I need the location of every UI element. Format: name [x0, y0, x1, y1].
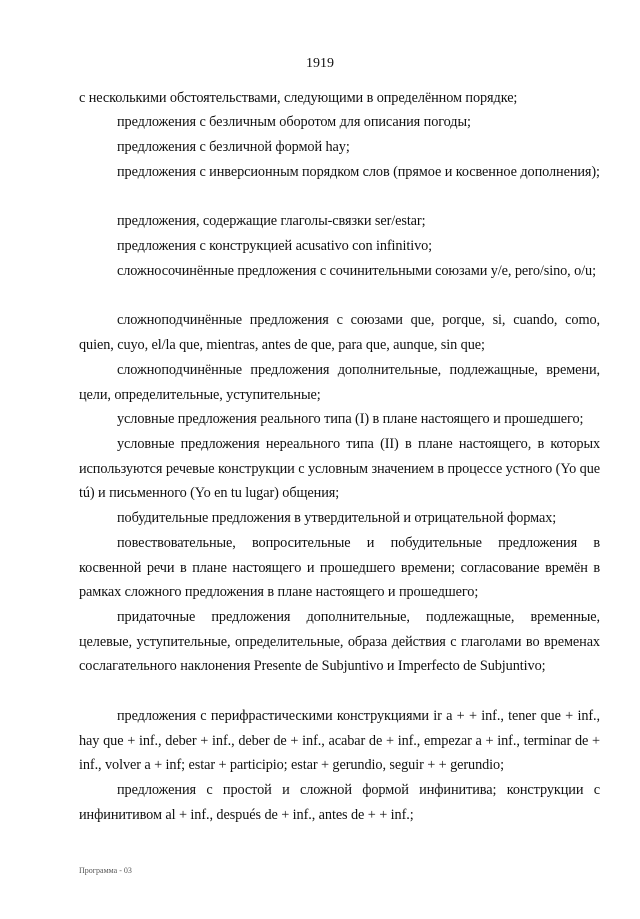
paragraph-9: сложноподчинённые предложения дополнительные, подлежащные, времени, цели, определительные, уступительные;: [79, 362, 600, 403]
paragraph-6: предложения с конструкцией acusativo con infinitivo;: [117, 238, 433, 254]
paragraph-4: предложения с инверсионным порядком слов (прямое и косвенное дополнения);: [117, 164, 600, 180]
page-number: 1919: [306, 56, 334, 71]
paragraph-11: условные предложения нереального типа (II) в плане настоящего, в которых используются речевые конструкции с условным значением в процессе устного (Yo que tú) и письменного (Yo en tu lugar) общения;: [79, 436, 600, 502]
paragraph-15: предложения с перифрастическими конструкциями ir a + + inf., tener que + inf., hay que + inf., deber + inf., deber de + inf., acabar de + inf., empezar a + inf., terminar de + inf., volver a + inf; estar + participio; estar + gerundio, seguir + + gerundio;: [79, 708, 600, 774]
paragraph-8: сложноподчинённые предложения с союзами que, porque, si, cuando, como, quien, cuyo, el/la que, mientras, antes de que, para que, aunque, sin que;: [79, 312, 600, 353]
paragraph-3: предложения с безличной формой hay;: [117, 139, 350, 155]
paragraph-13: повествовательные, вопросительные и побудительные предложения в косвенной речи в плане настоящего и прошедшего времени; согласование времён в рамках сложного предложения в плане настоящего и прошедшего;: [79, 535, 600, 601]
paragraph-10: условные предложения реального типа (I) в плане настоящего и прошедшего;: [117, 411, 584, 427]
paragraph-7: сложносочинённые предложения с сочинительными союзами y/e, pero/sino, o/u;: [117, 263, 596, 279]
paragraph-1: с несколькими обстоятельствами, следующими в определённом порядке;: [79, 90, 518, 106]
paragraph-14: придаточные предложения дополнительные, подлежащные, временные, целевые, уступительные, определительные, образа действия с глаголами во временах сослагательного наклонения Presente de Subjuntivo и Imperfecto de Subjuntivo;: [79, 609, 600, 675]
footer-note: Программа - 03: [79, 866, 132, 875]
paragraph-16: предложения с простой и сложной формой инфинитива; конструкции с инфинитивом al + inf., después de + inf., antes de + + inf.;: [79, 782, 600, 823]
paragraph-5: предложения, содержащие глаголы-связки ser/estar;: [117, 213, 426, 229]
paragraph-2: предложения с безличным оборотом для описания погоды;: [117, 114, 471, 130]
paragraph-12: побудительные предложения в утвердительной и отрицательной формах;: [117, 510, 557, 526]
